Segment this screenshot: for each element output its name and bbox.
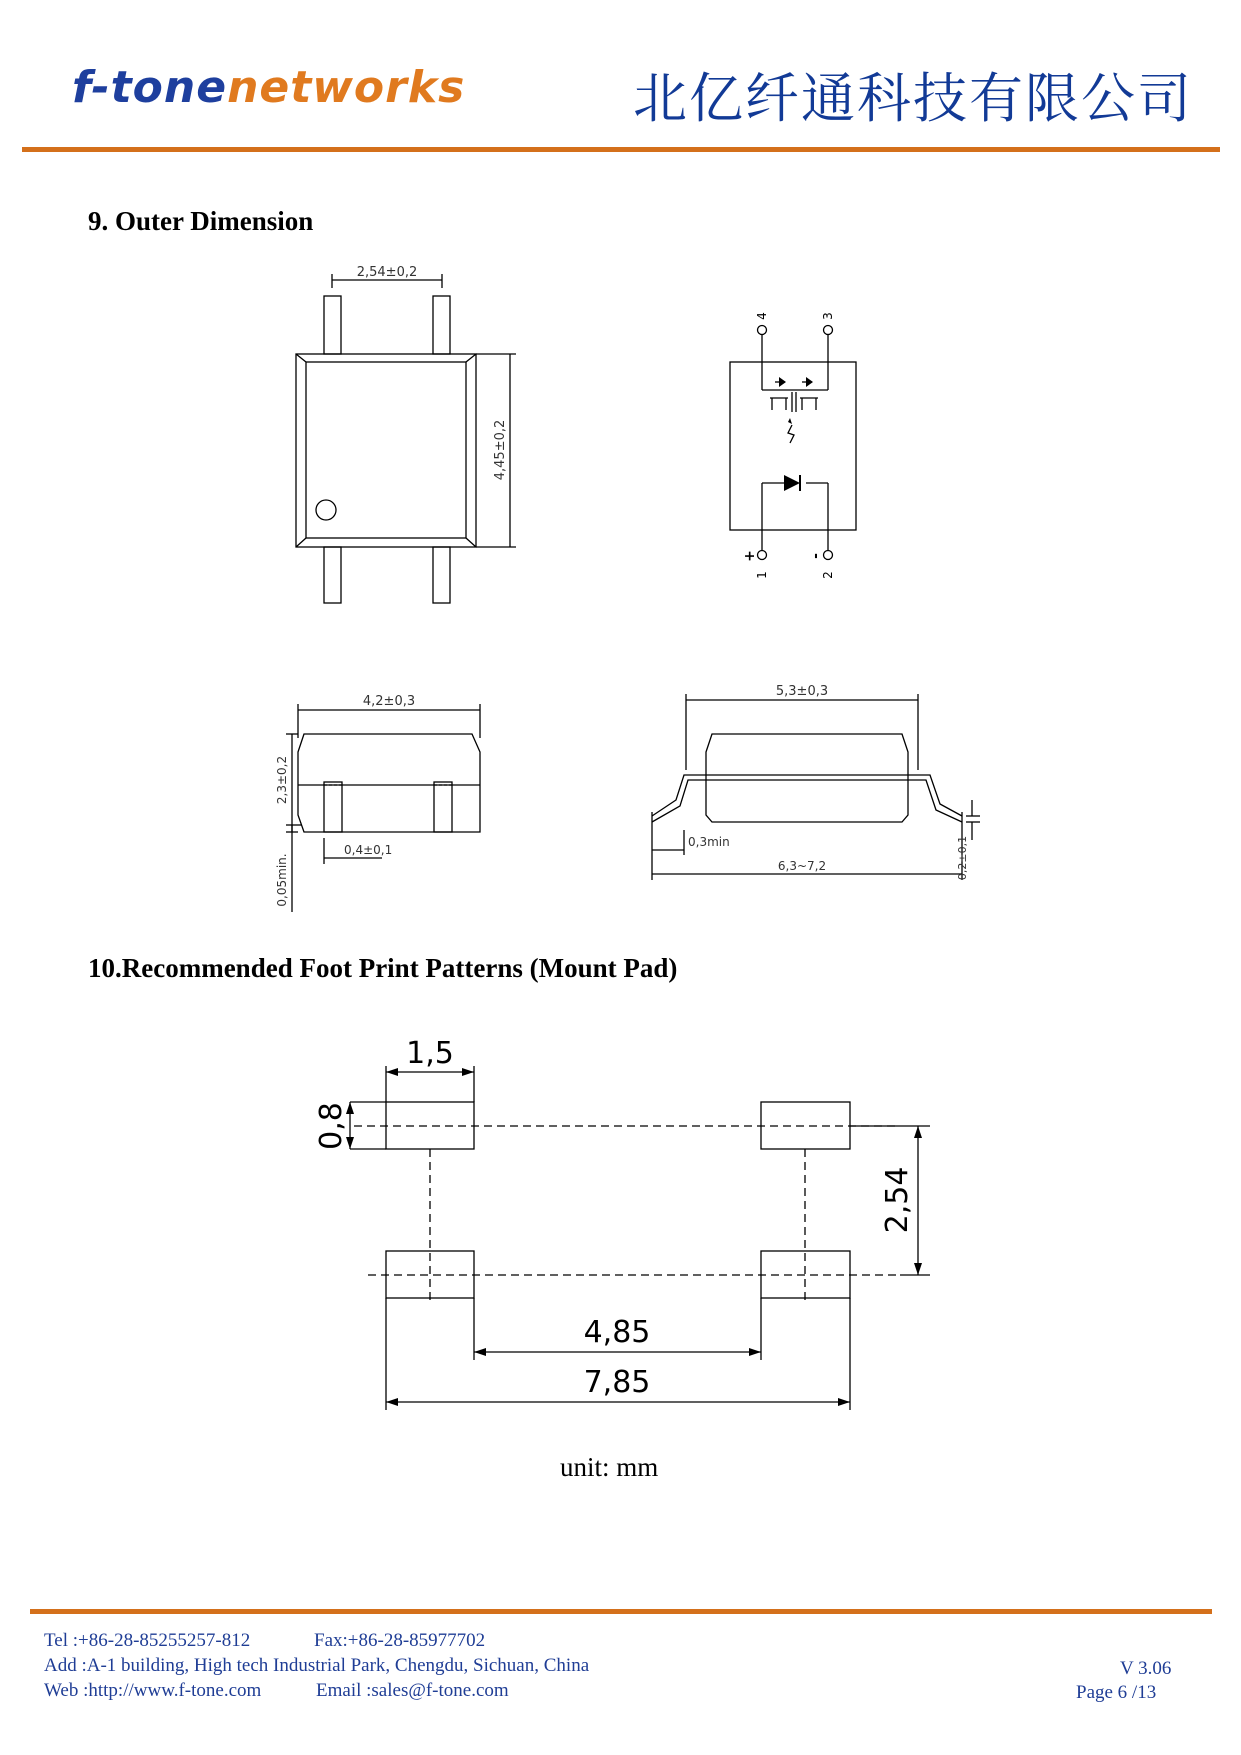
pin-2-label: 2: [821, 571, 835, 579]
logo-text-1: f-tone: [72, 62, 228, 113]
lead-thickness-label: 0,2±0,1: [956, 835, 969, 881]
circuit-schematic: [720, 300, 890, 590]
footer-email[interactable]: Email :sales@f-tone.com: [316, 1680, 509, 1701]
footer-web[interactable]: Web :http://www.f-tone.com: [44, 1680, 262, 1701]
lead-width-label: 0,4±0,1: [344, 843, 393, 857]
footer-version: V 3.06: [1120, 1658, 1172, 1679]
section-title-outer-dimension: 9. Outer Dimension: [88, 206, 314, 236]
company-logo: [72, 62, 465, 113]
company-name-cn: 北亿纤通科技有限公司: [633, 67, 1193, 130]
side-length-label: 4,2±0,3: [362, 694, 416, 709]
side-height-label: 2,3±0,2: [275, 755, 289, 805]
side-view-left-drawing: [272, 690, 502, 915]
plus-label: +: [742, 550, 758, 562]
footprint-drawing: [310, 1030, 940, 1415]
inner-gap-label: 4,85: [583, 1315, 651, 1350]
pad-width-label: 1,5: [406, 1036, 454, 1071]
logo-text-2: networks: [227, 62, 466, 113]
top-view-drawing: [280, 260, 540, 605]
lead-span-label: 6,3~7,2: [777, 859, 827, 873]
side-view-right-drawing: [640, 680, 980, 895]
outer-span-label: 7,85: [583, 1365, 651, 1400]
pin-3-label: 3: [821, 312, 835, 320]
pad-height-label: 0,8: [314, 1102, 349, 1150]
footer-rule: [30, 1609, 1212, 1614]
pin-1-label: 1: [755, 571, 769, 579]
pitch-label: 2,54: [880, 1166, 915, 1234]
top-pitch-label: 2,54±0,2: [356, 265, 418, 280]
standoff-label: 0,05min.: [275, 853, 289, 907]
unit-label: unit: mm: [560, 1452, 659, 1482]
footer-fax: Fax:+86-28-85977702: [314, 1630, 486, 1651]
footer-tel: Tel :+86-28-85255257-812: [44, 1630, 251, 1651]
minus-label: -: [808, 553, 824, 559]
header-rule: [22, 147, 1220, 152]
section-title-footprint: 10.Recommended Foot Print Patterns (Mount Pad): [88, 953, 678, 983]
footer-page: Page 6 /13: [1076, 1682, 1157, 1703]
top-width-label: 4,45±0,2: [493, 419, 508, 481]
footer-address: Add :A-1 building, High tech Industrial Park, Chengdu, Sichuan, China: [44, 1655, 590, 1676]
body-length-label: 5,3±0,3: [775, 684, 829, 699]
pin-4-label: 4: [755, 312, 769, 320]
lead-min-label: 0,3min: [688, 835, 730, 849]
